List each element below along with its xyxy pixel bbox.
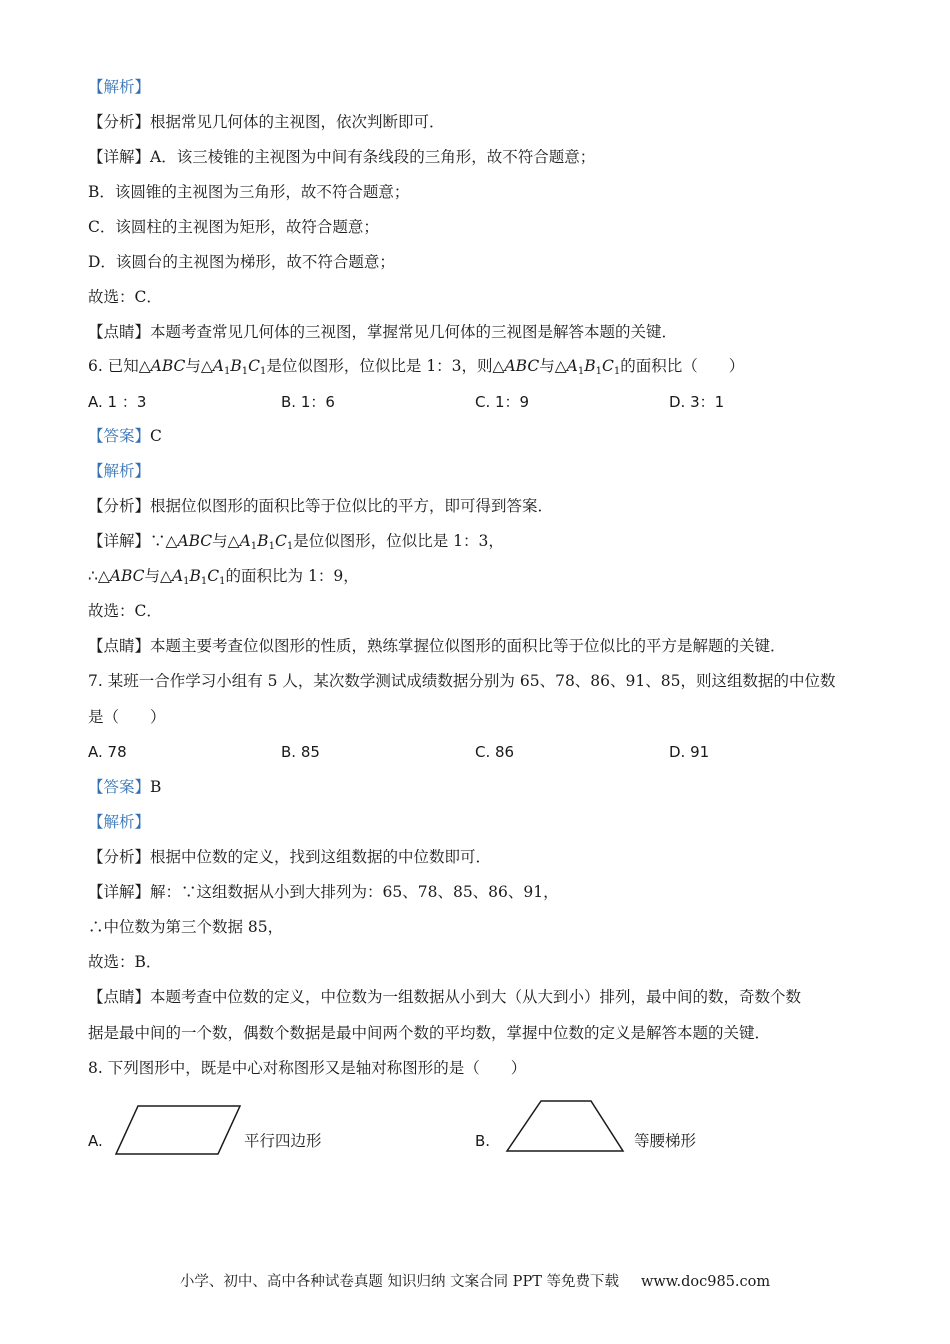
footer-url[interactable]: www.doc985.com bbox=[640, 1274, 771, 1290]
q6-option-b[interactable]: B. 1：6 bbox=[281, 393, 335, 411]
q8-stem: 8. 下列图形中，既是中心对称图形又是轴对称图形的是（ ） bbox=[88, 1059, 527, 1077]
q8-option-b-letter[interactable]: B. bbox=[475, 1132, 491, 1150]
tri-abc: ABC bbox=[150, 357, 186, 375]
fenxi-text: 根据常见几何体的主视图，依次判断即可． bbox=[150, 113, 445, 131]
daan-value: C bbox=[150, 427, 162, 445]
q6-stem: 6. 已知△ABC与$\triangle A_1B_1C_1$是位似图形，位似比是 1：3，则△ABC与$\triangle A_1B_1C_1$的面积比（ ） bbox=[88, 357, 745, 377]
jiexi-heading-q7: 【解析】 bbox=[88, 813, 151, 831]
dianjing-line-q5 bbox=[88, 322, 677, 342]
dianjing-text: 本题考查常见几何体的三视图，掌握常见几何体的三视图是解答本题的关键． bbox=[150, 323, 678, 341]
q8-label-a: 平行四边形 bbox=[244, 1132, 322, 1150]
xiangjie-tag: 【详解】 bbox=[88, 148, 151, 166]
xiangjie-d: D．该圆台的主视图为梯形，故不符合题意； bbox=[88, 253, 395, 271]
so-line-q7: ∴中位数为第三个数据 85， bbox=[88, 918, 284, 936]
footer-text: 小学、初中、高中各种试卷真题 知识归纳 文案合同 PPT 等免费下载 bbox=[179, 1274, 619, 1290]
q7-stem-line1: 7. 某班一合作学习小组有 5 人，某次数学测试成绩数据分别为 65、78、86、91、85，则这组数据的中位数 bbox=[88, 672, 836, 690]
page-footer bbox=[0, 1270, 950, 1291]
q7-option-c[interactable]: C. 86 bbox=[475, 743, 515, 761]
q6-option-c[interactable]: C. 1：9 bbox=[475, 393, 530, 411]
fenxi-line-q5 bbox=[88, 112, 445, 132]
guxuan-q7: 故选：B． bbox=[88, 953, 162, 971]
xiangjie-text: A．该三棱锥的主视图为中间有条线段的三角形，故不符合题意； bbox=[150, 148, 596, 166]
q8-label-b: 等腰梯形 bbox=[634, 1132, 697, 1150]
q8-option-a-letter[interactable]: A. bbox=[88, 1132, 103, 1150]
guxuan-q6: 故选：C． bbox=[88, 602, 162, 620]
so-line-q6: ∴△ABC与$\triangle A_1B_1C_1$的面积比为 1：9， bbox=[88, 567, 359, 587]
fenxi-line-q7: 【分析】根据中位数的定义，找到这组数据的中位数即可． bbox=[88, 848, 492, 866]
dianjing-tag: 【点睛】 bbox=[88, 323, 151, 341]
xiangjie-line-q5 bbox=[88, 147, 595, 167]
parallelogram-figure[interactable] bbox=[112, 1100, 244, 1160]
q7-option-a[interactable]: A. 78 bbox=[88, 743, 127, 761]
dianjing-line2-q7: 据是最中间的一个数，偶数个数据是最中间两个数的平均数，掌握中位数的定义是解答本题的关键． bbox=[88, 1024, 771, 1042]
xiangjie-line-q7: 【详解】解：∵这组数据从小到大排列为：65、78、85、86、91， bbox=[88, 883, 559, 901]
dianjing-line-q6: 【点睛】本题主要考查位似图形的性质，熟练掌握位似图形的面积比等于位似比的平方是解题的关键． bbox=[88, 637, 786, 655]
q7-option-b[interactable]: B. 85 bbox=[281, 743, 320, 761]
daan-tag: 【答案】 bbox=[88, 427, 151, 445]
isosceles-trapezoid-figure[interactable] bbox=[503, 1096, 629, 1156]
q6-option-a[interactable]: A. 1 ：3 bbox=[88, 393, 147, 411]
xiangjie-line-q6: 【详解】∵△ABC与$\triangle A_1B_1C_1$是位似图形，位似比是 1：3， bbox=[88, 532, 504, 552]
guxuan-q5: 故选：C． bbox=[88, 288, 162, 306]
jiexi-heading-q5: 【解析】 bbox=[88, 78, 151, 96]
q6-option-d[interactable]: D. 3：1 bbox=[669, 393, 725, 411]
dianjing-line-q7: 【点睛】本题考查中位数的定义，中位数为一组数据从小到大（从大到小）排列，最中间的数，奇数个数 bbox=[88, 988, 802, 1006]
fenxi-tag: 【分析】 bbox=[88, 113, 151, 131]
q7-answer: 【答案】B bbox=[88, 778, 162, 796]
q7-stem-line2: 是（ ） bbox=[88, 708, 166, 726]
xiangjie-b: B．该圆锥的主视图为三角形，故不符合题意； bbox=[88, 183, 410, 201]
q7-option-d[interactable]: D. 91 bbox=[669, 743, 710, 761]
xiangjie-c: C．该圆柱的主视图为矩形，故符合题意； bbox=[88, 218, 379, 236]
jiexi-heading-q6: 【解析】 bbox=[88, 462, 151, 480]
fenxi-line-q6: 【分析】根据位似图形的面积比等于位似比的平方，即可得到答案． bbox=[88, 497, 554, 515]
q6-answer bbox=[88, 426, 162, 446]
